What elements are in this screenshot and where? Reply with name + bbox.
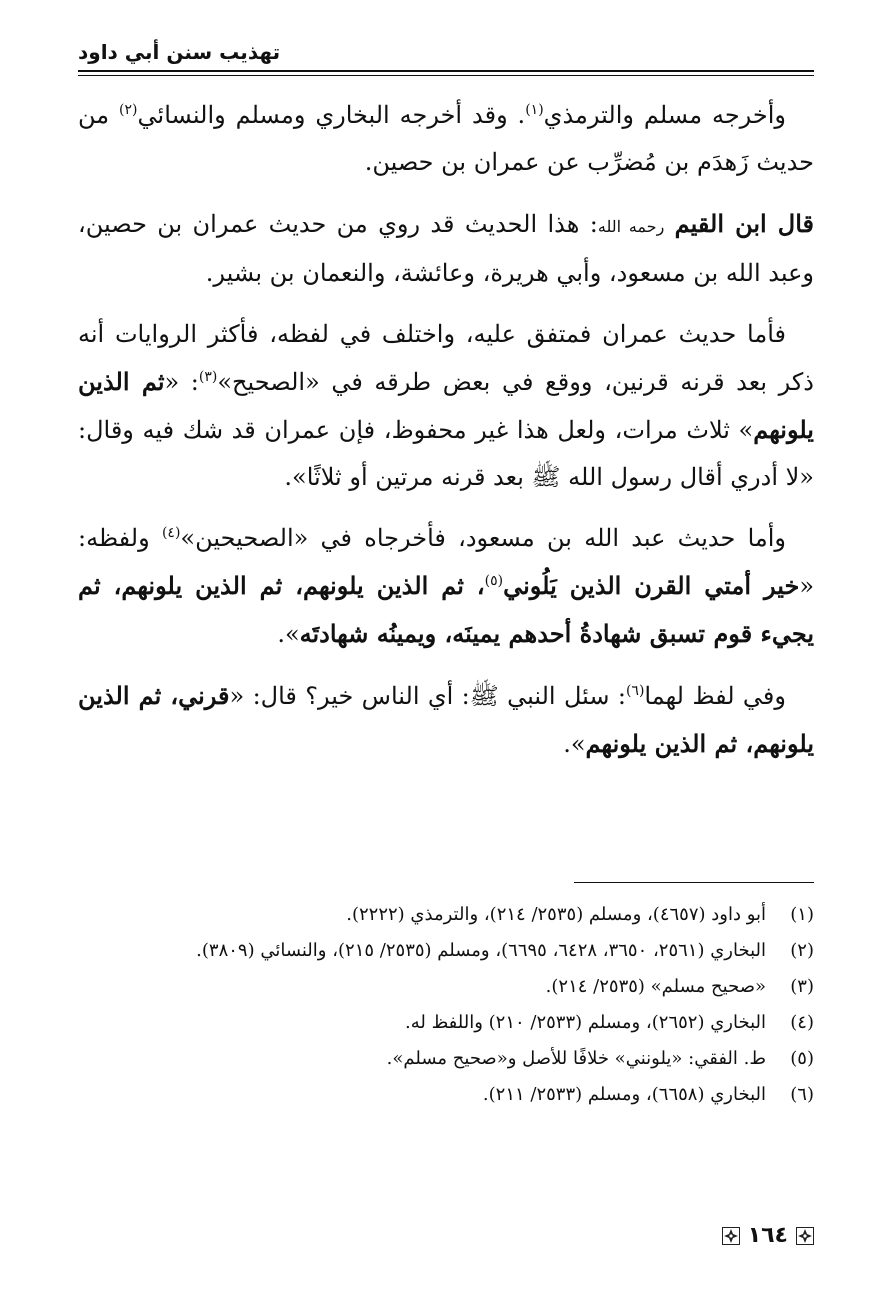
footnote-ref-5[interactable]: (٥) — [484, 573, 504, 589]
footnote-separator — [574, 882, 814, 883]
text-run: ». — [277, 620, 300, 648]
footnote-number: (١) — [790, 904, 814, 925]
footnote-number: (٦) — [790, 1084, 814, 1105]
footnote-ref-1[interactable]: (١) — [525, 102, 544, 118]
text-run: ». — [563, 730, 586, 758]
page-number-block — [722, 1223, 814, 1248]
footnote-text: أبو داود (٤٦٥٧)، ومسلم (٢٥٣٥/ ٢١٤)، والترمذي (٢٢٢٢). — [346, 904, 766, 925]
text-run: » ثلاث مرات، ولعل هذا غير محفوظ، فإن عمران قد شك فيه وقال: «لا أدري أقال رسول الله ﷺ بعد قرنه مرتين أو ثلاثًا». — [78, 416, 814, 491]
footnote-number: (٢) — [790, 940, 814, 961]
footnote-item — [78, 1041, 814, 1077]
main-text — [78, 92, 814, 782]
text-run: وفي لفظ لهما — [644, 682, 786, 710]
paragraph-5 — [78, 672, 814, 768]
footnote-ref-2[interactable]: (٢) — [119, 102, 138, 118]
header-rule-thick — [78, 70, 814, 72]
running-header — [78, 38, 814, 70]
text-run: ولفظه: « — [78, 524, 815, 600]
text-run: فأما حديث عمران فمتفق عليه، واختلف في لفظه، فأكثر الروايات أنه ذكر بعد قرنه قرنين، ووقع في بعض طرقه في «الصحيح» — [78, 320, 814, 396]
paragraph-3 — [78, 311, 814, 501]
footnote-text: ط. الفقي: «يلونني» خلافًا للأصل و«صحيح مسلم». — [386, 1048, 766, 1069]
speaker-name: قال ابن القيم — [674, 209, 814, 238]
text-run: من حديث زَهدَم بن مُضرِّب عن عمران بن حصين. — [78, 101, 814, 176]
footnote-ref-3[interactable]: (٣) — [198, 369, 218, 385]
footnote-number: (٤) — [790, 1012, 814, 1033]
paragraph-4 — [78, 515, 814, 658]
text-run: وأخرجه مسلم والترمذي — [543, 101, 787, 129]
text-run: . وقد أخرجه البخاري ومسلم والنسائي — [137, 101, 526, 129]
text-run: : « — [164, 368, 199, 396]
footnote-ref-4[interactable]: (٤) — [161, 525, 181, 541]
hadith-quote: ، ثم الذين يلونهم، ثم الذين يلونهم، ثم يجيء قوم تسبق شهادةُ أحدهم يمينَه، ويمينُه شهادتَه — [78, 571, 814, 648]
text-run: : سئل النبي ﷺ: أي الناس خير؟ قال: « — [229, 682, 626, 710]
footnote-item — [78, 897, 814, 933]
hadith-quote: خير أمتي القرن الذين يَلُوني — [503, 571, 800, 600]
hadith-quote: ثم الذين يلونهم — [78, 367, 814, 444]
footnote-text: البخاري (٢٥٦١، ٣٦٥٠، ٦٤٢٨، ٦٦٩٥)، ومسلم (٢٥٣٥/ ٢١٥)، والنسائي (٣٨٠٩). — [196, 940, 766, 961]
floral-ornament-icon — [796, 1227, 814, 1245]
floral-ornament-icon — [722, 1227, 740, 1245]
hadith-quote: قرني، ثم الذين يلونهم، ثم الذين يلونهم — [78, 681, 814, 758]
honorific-glyph: رحمه الله — [597, 217, 665, 236]
running-title: تهذيب سنن أبي داود — [78, 40, 281, 64]
page-number: ١٦٤ — [747, 1223, 788, 1248]
text-run: : هذا الحديث قد روي من حديث عمران بن حصين، وعبد الله بن مسعود، وأبي هريرة، وعائشة، والنعمان بن بشير. — [78, 210, 814, 287]
footnote-text: البخاري (٢٦٥٢)، ومسلم (٢٥٣٣/ ٢١٠) واللفظ له. — [405, 1012, 766, 1033]
footnote-text: «صحيح مسلم» (٢٥٣٥/ ٢١٤). — [545, 976, 766, 997]
footnote-item — [78, 933, 814, 969]
footnote-number: (٥) — [790, 1048, 814, 1069]
footnote-item — [78, 1005, 814, 1041]
footnote-number: (٣) — [790, 976, 814, 997]
footnote-text: البخاري (٦٦٥٨)، ومسلم (٢٥٣٣/ ٢١١). — [482, 1084, 766, 1105]
text-run: وأما حديث عبد الله بن مسعود، فأخرجاه في «الصحيحين» — [180, 524, 786, 552]
paragraph-1 — [78, 92, 814, 186]
header-rule-thin — [78, 75, 814, 76]
footnotes — [78, 897, 814, 1113]
footnote-item — [78, 969, 814, 1005]
footnote-item — [78, 1077, 814, 1113]
paragraph-2 — [78, 200, 814, 297]
footnote-ref-6[interactable]: (٦) — [625, 683, 645, 699]
